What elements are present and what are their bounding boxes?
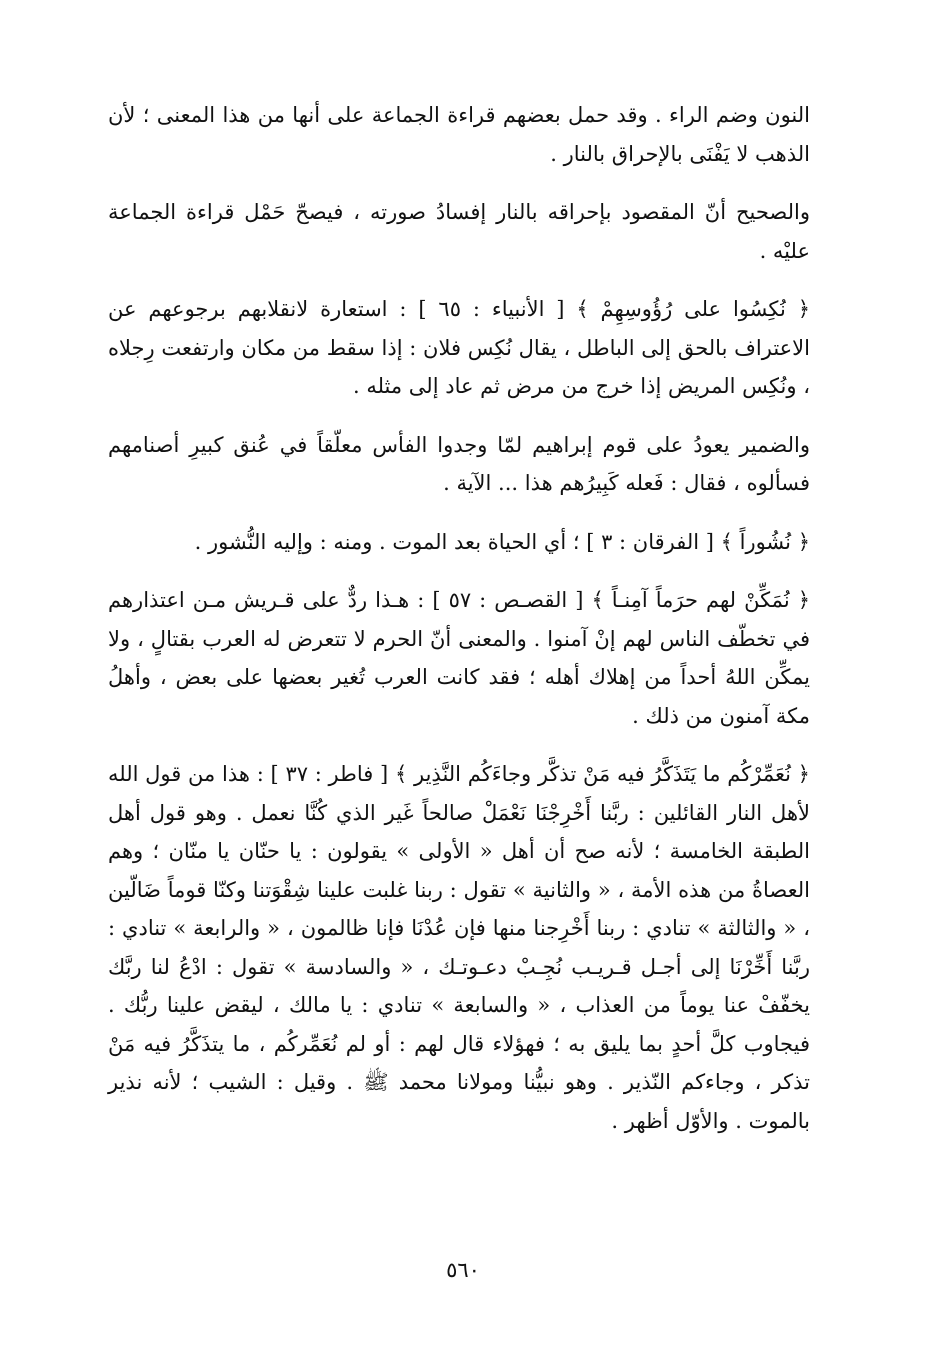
paragraph-1: النون وضم الراء . وقد حمل بعضهم قراءة الجماعة على أنها من هذا المعنى ؛ لأن الذهب لا يَفْنَى بالإحراق بالنار . bbox=[108, 103, 810, 166]
paragraph-5: ﴿ نُشُوراً ﴾ [ الفرقان : ٣ ] ؛ أي الحياة بعد الموت . ومنه : وإليه النُّشور . bbox=[194, 529, 810, 554]
page-body bbox=[108, 96, 810, 1140]
paragraph-2: والصحيح أنّ المقصود بإحراقه بالنار إفسادُ صورته ، فيصحّ حَمْل قراءة الجماعة عليْه . bbox=[108, 200, 810, 263]
page-number: ٥٦٠ bbox=[446, 1258, 480, 1282]
paragraph-4: والضمير يعودُ على قوم إبراهيم لمّا وجدوا الفأس معلّقاً في عُنق كبيرِ أصنامهم فسألوه ، فقال : فَعله كَبِيرُهم هذا ... الآية . bbox=[108, 432, 810, 495]
paragraph-3: ﴿ نُكِسُوا على رُؤُوسِهِمْ ﴾ [ الأنبياء : ٦٥ ] : استعارة لانقلابهم برجوعهم عن الاعتراف بالحق إلى الباطل ، يقال نُكِس فلان : إذا سقط من مكان وارتفعت رِجلاه ، ونُكِس المريض إذا خرج من مرض ثم عاد إلى مثله . bbox=[108, 297, 811, 398]
paragraph-6: ﴿ نُمَكِّنْ لهم حرَماً آمِنـاً ﴾ [ القصـص : ٥٧ ] : هـذا ردٌّ على قـريش مـن اعتذارهم في تخطّف الناس لهم إنْ آمنوا . والمعنى أنّ الحرم لا تتعرض له العرب بقتالٍ ، ولا يمكِّن اللهُ أحداً من إهلاك أهله ؛ فقد كانت العرب تُغير بعضها على بعض ، وأهلُ مكة آمنون من ذلك . bbox=[108, 588, 811, 728]
paragraph-7: ﴿ نُعَمِّرْكُم ما يَتَذَكَّرُ فيه مَنْ تذكَّر وجاءَكُم النَّذِير ﴾ [ فاطر : ٣٧ ] : هذا من قول الله لأهل النار القائلين : ربَّنا أَخْرِجْنَا نَعْمَلْ صالحاً غَير الذي كُنَّا نعمل . وهو قول أهل الطبقة الخامسة ؛ لأنه صح أن أهل « الأولى » يقولون : يا حنّان يا منّان ؛ وهم العصاةُ من هذه الأمة ، « والثانية » تقول : ربنا غلبت علينا شِقْوَتنا وكنّا قوماً ضَالّين ، « والثالثة » تنادي : ربنا أَخْرِجنا منها فإن عُدْنَا فإنا ظالمون ، « والرابعة » تنادي : ربَّنا أَخِّرْنَا إلى أجـل قـريـب نُجِـبْ دعـوتـك ، « والسادسة » تقول : ادْعُ لنا ربَّك يخفّفْ عنا يوماً من العذاب ، « والسابعة » تنادي : يا مالك ، ليقض علينا ربُّك . فيجاوب كلَّ أحدٍ بما يليق به ؛ فهؤلاء قال لهم : أو لم نُعَمِّركُم ، ما يتذَكَّرُ فيه مَنْ تذكر ، وجاءكم النّذير . وهو نبيُّنا ومولانا محمد ﷺ . وقيل : الشيب ؛ لأنه نذير بالموت . والأوّل أظهر . bbox=[108, 762, 810, 1133]
